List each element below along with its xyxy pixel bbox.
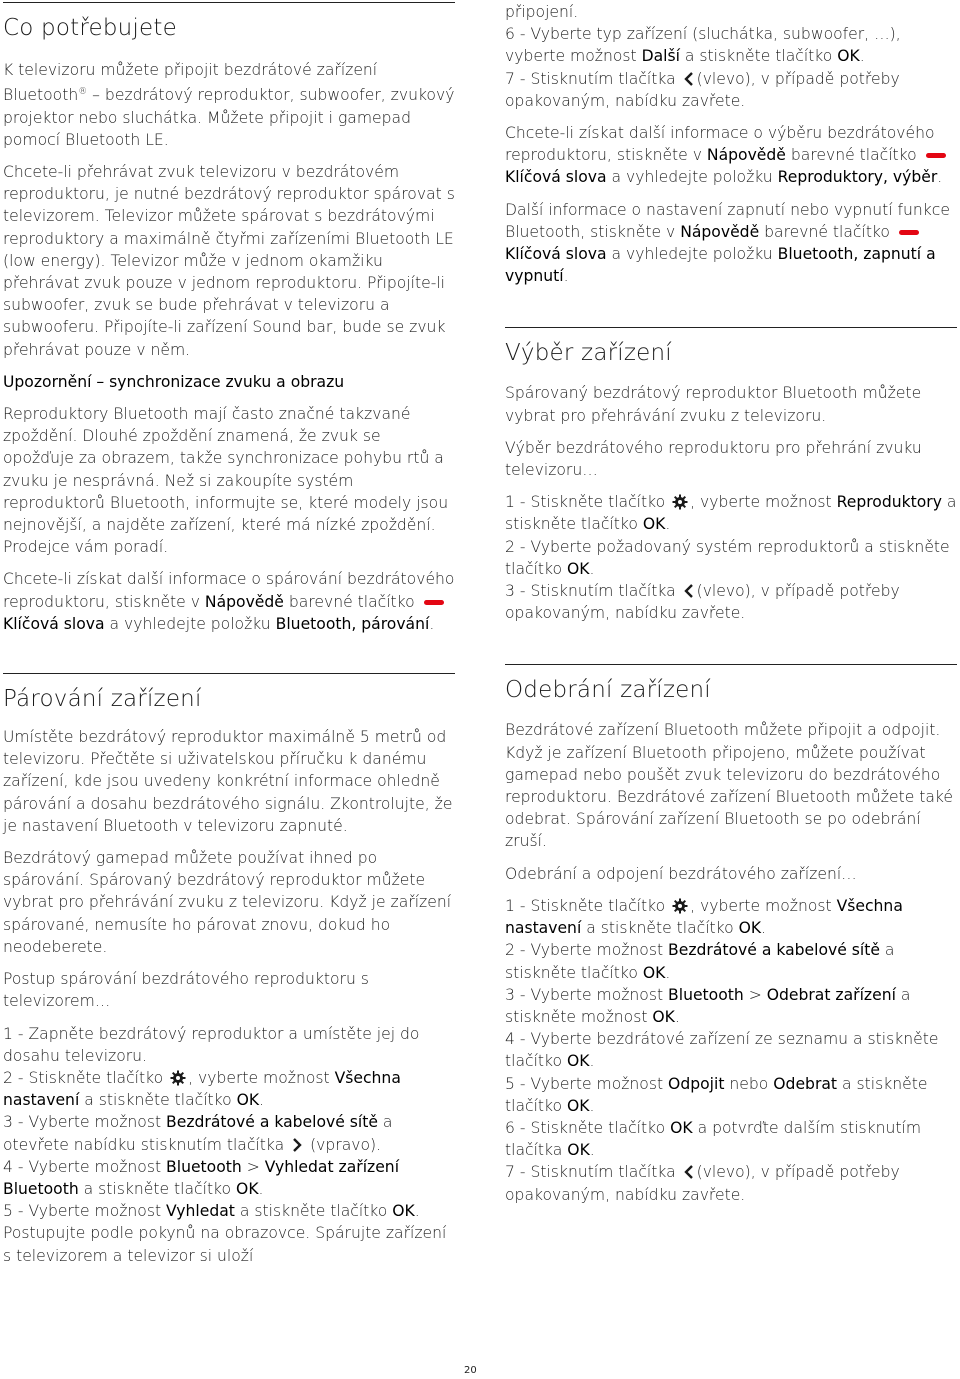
selection-step-3: 3 - Stisknutím tlačítka (vlevo), v případě potřeby opakovaným, nabídku zavřete. bbox=[505, 582, 900, 623]
red-key-icon bbox=[899, 230, 919, 235]
step-2: 2 - Stiskněte tlačítko , vyberte možnost Všechna nastavení a stiskněte tlačítko OK. bbox=[3, 1068, 401, 1110]
selection-step-1: 1 - Stiskněte tlačítko , vyberte možnost Reproduktory a stiskněte tlačítko OK. bbox=[505, 493, 957, 534]
removal-step-4: 4 - Vyberte bezdrátové zařízení ze seznamu a stiskněte tlačítko OK. bbox=[505, 1030, 939, 1071]
right-column bbox=[505, 0, 957, 1206]
paragraph-pairing-procedure: Postup spárování bezdrátového reproduktoru s televizorem… bbox=[3, 970, 369, 1011]
red-key-icon bbox=[926, 153, 946, 158]
removal-step-1: 1 - Stiskněte tlačítko , vyberte možnost Všechna nastavení a stiskněte tlačítko OK. bbox=[505, 896, 903, 938]
gear-icon bbox=[672, 898, 688, 914]
chevron-left-icon bbox=[683, 1164, 695, 1180]
paragraph-selection-info: Spárovaný bezdrátový reproduktor Bluetooth můžete vybrat pro přehrávání zvuku z televizoru. bbox=[505, 384, 922, 425]
removal-step-3: 3 - Vyberte možnost Bluetooth > Odebrat zařízení a stiskněte možnost OK. bbox=[505, 985, 911, 1026]
selection-step-2: 2 - Vyberte požadovaný systém reproduktorů a stiskněte tlačítko OK. bbox=[505, 537, 950, 578]
removal-step-5: 5 - Vyberte možnost Odpojit nebo Odebrat a stiskněte tlačítko OK. bbox=[505, 1074, 928, 1115]
left-column bbox=[3, 0, 455, 1267]
red-key-icon bbox=[424, 600, 444, 605]
section-title-removal: Odebrání zařízení bbox=[505, 677, 711, 704]
step-6: 6 - Vyberte typ zařízení (sluchátka, subwoofer, …), vyberte možnost Další a stiskněte tlačítko OK. bbox=[505, 25, 901, 66]
section-title-pairing: Párování zařízení bbox=[3, 686, 202, 713]
paragraph-help-pairing: Chcete-li získat další informace o spárování bezdrátového reproduktoru, stiskněte v Nápovědě barevné tlačítko Klíčová slova a vyhledejte položku Bluetooth, párování. bbox=[3, 570, 455, 633]
paragraph-gamepad: Bezdrátový gamepad můžete používat ihned po spárování. Spárovaný bezdrátový reproduktor můžete vybrat pro přehrávání zvuku z televizoru. Když je zařízení spárované, nemusíte ho párovat znovu, dokud ho neodeberete. bbox=[3, 849, 452, 956]
chevron-left-icon bbox=[683, 583, 695, 599]
paragraph-intro: K televizoru můžete připojit bezdrátové zařízení Bluetooth® – bezdrátový reproduktor, subwoofer, zvukový projektor nebo sluchátka. Můžete připojit i gamepad pomocí Bluetooth LE. bbox=[3, 61, 455, 149]
step-7: 7 - Stisknutím tlačítka (vlevo), v případě potřeby opakovaným, nabídku zavřete. bbox=[505, 69, 900, 110]
paragraph-help-bluetooth: Další informace o nastavení zapnutí nebo vypnutí funkce Bluetooth, stiskněte v Nápovědě barevné tlačítko Klíčová slova a vyhledejte položku Bluetooth, zapnutí a vypnutí. bbox=[505, 200, 950, 286]
paragraph-removal-procedure: Odebrání a odpojení bezdrátového zařízení… bbox=[505, 864, 857, 883]
section-rule bbox=[505, 327, 957, 328]
chevron-left-icon bbox=[683, 71, 695, 87]
step-5: 5 - Vyberte možnost Vyhledat a stiskněte tlačítko OK. Postupujte podle pokynů na obrazovce. Spárujte zařízení s televizorem a televizor si uloží bbox=[3, 1202, 447, 1265]
paragraph-latency: Reproduktory Bluetooth mají často značné takzvané zpoždění. Dlouhé zpoždění znamená, že zvuk se opožďuje za obrazem, takže synchronizace pohybu rtů a zvuku je nesprávná. Než si zakoupíte systém reproduktorů Bluetooth, informujte se, které modely jsou nejnovější, a najděte zařízení, které má nízké zpoždění. Prodejce vám poradí. bbox=[3, 405, 449, 557]
chevron-right-icon bbox=[291, 1137, 303, 1153]
section-title-requirements: Co potřebujete bbox=[3, 15, 177, 41]
step-continuation: připojení. bbox=[505, 3, 579, 21]
paragraph-pairing-info: Chcete-li přehrávat zvuk televizoru v bezdrátovém reproduktoru, je nutné bezdrátový reproduktor spárovat s televizorem. Televizor můžete spárovat s bezdrátovými reproduktory a maximálně čtyřmi zařízeními Bluetooth LE (low energy). Televizor může v jednom okamžiku přehrávat zvuk pouze v jednom reproduktoru. Připojíte-li subwoofer, zvuk se bude přehrávat v televizoru a subwooferu. Připojíte-li zařízení Sound bar, bude se zvuk přehrávat pouze v něm. bbox=[3, 163, 455, 359]
step-1: 1 - Zapněte bezdrátový reproduktor a umístěte jej do dosahu televizoru. bbox=[3, 1024, 420, 1065]
paragraph-selection-procedure: Výběr bezdrátového reproduktoru pro přehrání zvuku televizoru… bbox=[505, 438, 922, 480]
page-number: 20 bbox=[464, 1365, 477, 1376]
gear-icon bbox=[170, 1070, 186, 1086]
step-4: 4 - Vyberte možnost Bluetooth > Vyhledat zařízení Bluetooth a stiskněte tlačítko OK. bbox=[3, 1157, 400, 1198]
section-title-selection: Výběr zařízení bbox=[505, 340, 672, 367]
section-rule bbox=[505, 664, 957, 665]
section-rule bbox=[3, 673, 455, 674]
step-3: 3 - Vyberte možnost Bezdrátové a kabelové sítě a otevřete nabídku stisknutím tlačítka (vpravo). bbox=[3, 1113, 393, 1154]
removal-step-2: 2 - Vyberte možnost Bezdrátové a kabelové sítě a stiskněte tlačítko OK. bbox=[505, 941, 895, 982]
warning-heading: Upozornění – synchronizace zvuku a obrazu bbox=[3, 372, 345, 391]
gear-icon bbox=[672, 494, 688, 510]
section-rule bbox=[3, 2, 455, 3]
paragraph-placement: Umístěte bezdrátový reproduktor maximálně 5 metrů od televizoru. Přečtěte si uživatelskou příručku k danému zařízení, kde jsou uvedeny konkrétní informace ohledně párování a dosahu bezdrátového signálu. Zkontrolujte, že je nastavení Bluetooth v televizoru zapnuté. bbox=[3, 728, 453, 835]
removal-step-6: 6 - Stiskněte tlačítko OK a potvrďte dalším stisknutím tlačítka OK. bbox=[505, 1118, 922, 1160]
paragraph-help-selection: Chcete-li získat další informace o výběru bezdrátového reproduktoru, stiskněte v Nápovědě barevné tlačítko Klíčová slova a vyhledejte položku Reproduktory, výběr. bbox=[505, 122, 957, 189]
paragraph-removal-info: Bezdrátové zařízení Bluetooth můžete připojit a odpojit. Když je zařízení Bluetooth připojeno, můžete používat gamepad nebo poušět zvuk televizoru do bezdrátového reproduktoru. Bezdrátové zařízení Bluetooth můžete také odebrat. Spárování zařízení Bluetooth se po odebrání zruší. bbox=[505, 721, 953, 851]
removal-step-7: 7 - Stisknutím tlačítka (vlevo), v případě potřeby opakovaným, nabídku zavřete. bbox=[505, 1163, 900, 1204]
